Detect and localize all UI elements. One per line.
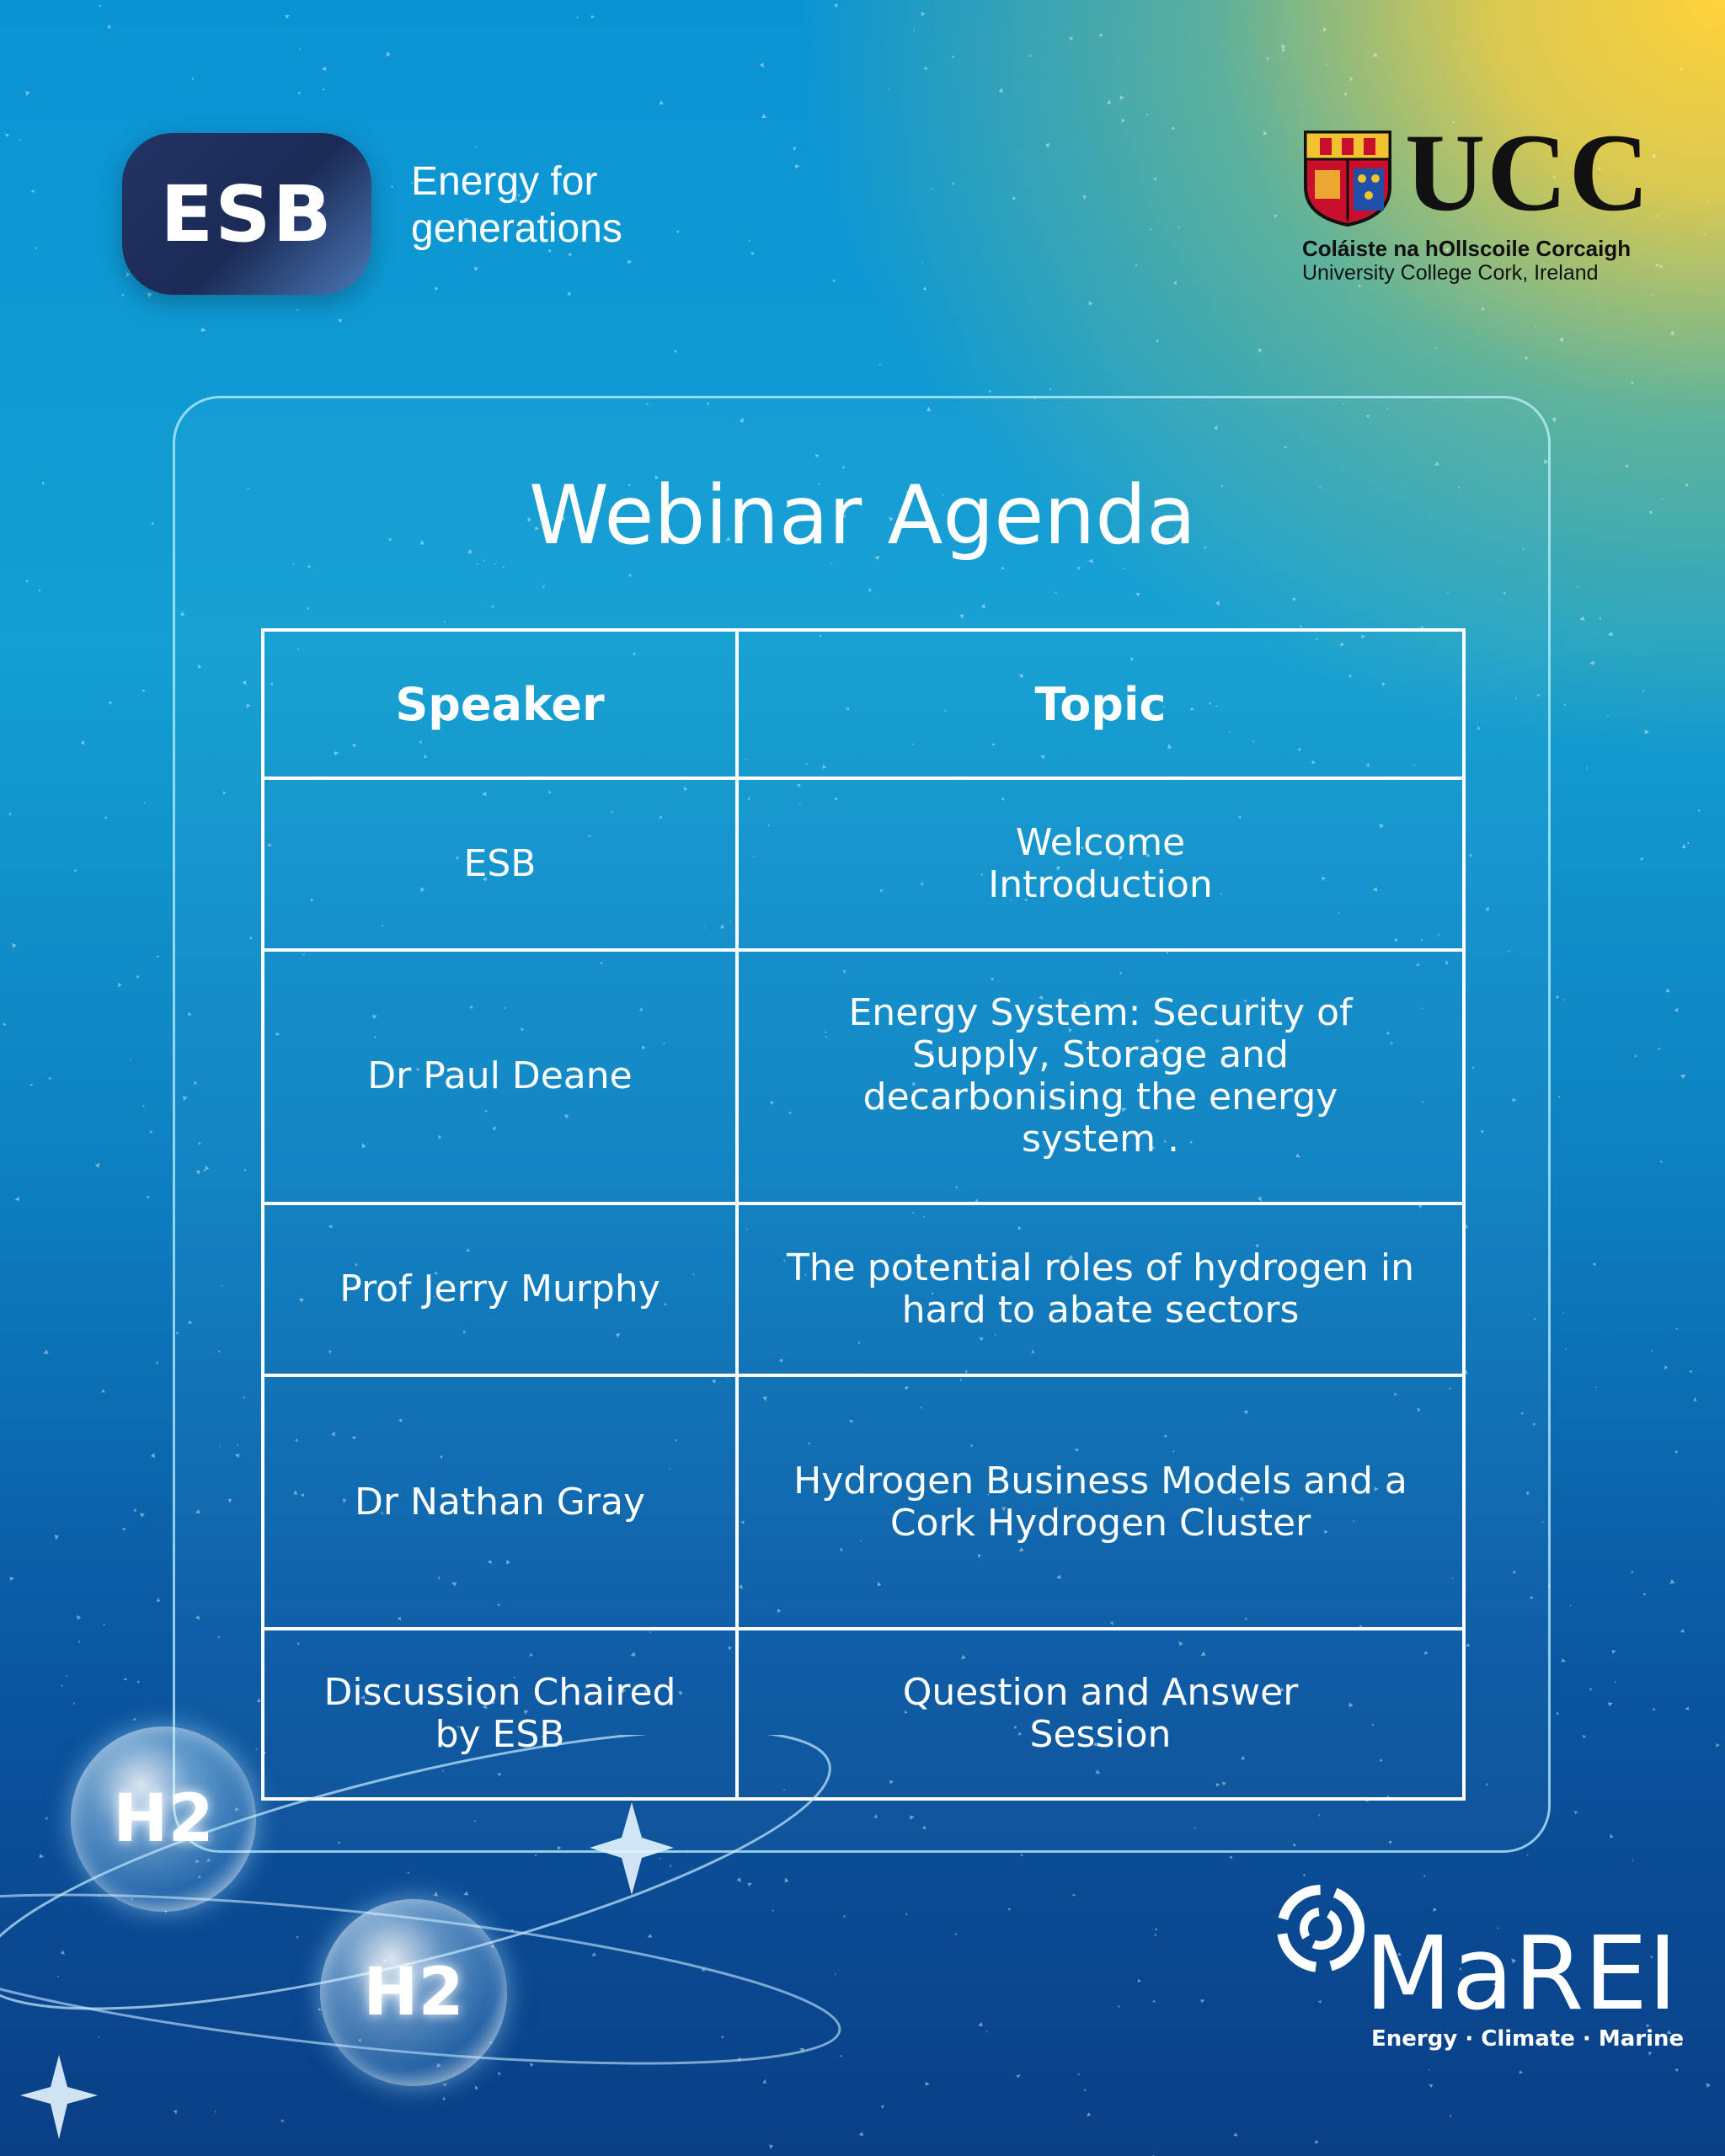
speckle: [1526, 1854, 1528, 1856]
speaker-cell: ESB: [263, 778, 737, 950]
speckle: [1173, 281, 1178, 286]
speckle: [43, 1349, 49, 1355]
speckle: [1692, 1397, 1698, 1403]
speckle: [1535, 325, 1536, 327]
speckle: [24, 89, 30, 96]
speckle: [1149, 227, 1152, 231]
speckle: [133, 1717, 137, 1721]
speckle: [1433, 1908, 1437, 1912]
speckle: [954, 1933, 958, 1936]
speckle: [104, 816, 108, 820]
speckle: [1518, 2069, 1524, 2075]
ucc-irish-name: Coláiste na hOllscoile Corcaigh: [1302, 236, 1632, 261]
speckle: [1606, 714, 1609, 717]
speckle: [1071, 1893, 1076, 1897]
speckle: [140, 1512, 146, 1518]
speckle: [53, 1533, 60, 1540]
speckle: [1152, 1999, 1156, 2003]
speckle: [1045, 143, 1050, 148]
speckle: [576, 16, 579, 19]
table-row: [263, 1203, 1464, 1375]
speckle: [122, 1527, 127, 1532]
speckle: [951, 182, 955, 186]
speaker-cell: Dr Nathan Gray: [263, 1375, 737, 1630]
speckle: [1171, 126, 1175, 131]
agenda-table: [261, 628, 1466, 1801]
speckle: [103, 1624, 105, 1626]
speckle: [1669, 1579, 1674, 1584]
speckle: [1606, 1701, 1613, 1708]
speckle: [750, 251, 755, 255]
speckle: [322, 66, 328, 72]
speckle: [1348, 76, 1354, 82]
speckle: [1631, 381, 1635, 385]
speckle: [905, 1913, 908, 1916]
speckle: [1657, 1047, 1661, 1051]
speckle: [921, 12, 926, 17]
speckle: [1274, 214, 1278, 218]
speckle: [1574, 1811, 1578, 1814]
speckle: [1674, 2068, 1680, 2073]
speckle: [35, 247, 38, 250]
speckle: [73, 1702, 76, 1705]
speckle: [157, 955, 159, 958]
speckle: [1558, 1096, 1561, 1098]
speckle: [136, 1680, 139, 1683]
speckle: [1674, 1008, 1680, 1013]
speckle: [1562, 1312, 1565, 1315]
speckle: [1077, 2073, 1081, 2076]
speckle: [1016, 2073, 1021, 2079]
speckle: [297, 91, 302, 95]
speckle: [100, 1389, 105, 1394]
speckle: [1318, 1999, 1323, 2004]
esb-tagline: [411, 158, 622, 253]
speckle: [1049, 387, 1052, 391]
speckle: [1656, 214, 1658, 216]
speckle: [1664, 988, 1670, 994]
speckle: [1117, 2004, 1120, 2008]
speckle: [1007, 1907, 1012, 1911]
speckle: [1704, 233, 1706, 236]
speckle: [1098, 33, 1103, 38]
ucc-logo-text: UCC: [1405, 110, 1651, 234]
speckle: [1651, 152, 1658, 159]
speckle: [99, 4, 102, 8]
speckle: [1675, 1327, 1678, 1330]
speckle: [1136, 1978, 1141, 1983]
speckle: [1556, 995, 1560, 1000]
speckle: [1565, 1348, 1567, 1351]
table-row: [263, 950, 1464, 1204]
speckle: [1106, 99, 1112, 105]
speckle: [1325, 64, 1327, 67]
speckle: [1640, 857, 1644, 862]
speckle: [3, 1022, 7, 1027]
speckle: [474, 145, 477, 147]
speckle: [1658, 264, 1663, 268]
speckle: [658, 100, 665, 107]
speckle: [987, 389, 991, 393]
speckle: [985, 2030, 988, 2032]
speckle: [1262, 131, 1268, 136]
speckle: [142, 1104, 145, 1107]
speckle: [1589, 659, 1596, 666]
speckle: [147, 1196, 150, 1199]
speckle: [1266, 56, 1269, 60]
speckle: [30, 189, 35, 194]
speckle: [1579, 616, 1585, 622]
speckle: [1558, 337, 1565, 344]
page-title: Webinar Agenda: [529, 468, 1196, 563]
speckle: [1569, 1604, 1572, 1607]
speckle: [1153, 1933, 1156, 1936]
speckle: [47, 1076, 51, 1081]
speckle: [922, 286, 928, 292]
speckle: [1258, 348, 1263, 353]
speckle: [25, 579, 29, 584]
speckle: [1674, 1449, 1679, 1454]
speckle: [1373, 52, 1379, 58]
speckle: [73, 868, 77, 873]
speckle: [1689, 1369, 1692, 1373]
topic-cell: [737, 778, 1464, 950]
speckle: [921, 262, 924, 264]
speckle: [155, 1361, 159, 1365]
speaker-text: Discussion Chaired by ESB: [323, 1671, 676, 1757]
speckle: [106, 24, 112, 30]
speckle: [1680, 1628, 1686, 1634]
speckle: [1583, 1735, 1587, 1739]
speckle: [1615, 1681, 1617, 1684]
speckle: [1608, 631, 1615, 638]
speckle: [1633, 1054, 1637, 1059]
speckle: [61, 1684, 63, 1687]
speckle: [8, 812, 13, 816]
topic-cell: [737, 950, 1464, 1204]
speckle: [1146, 113, 1149, 116]
speckle: [296, 308, 299, 312]
speckle: [760, 62, 765, 67]
speckle: [834, 3, 838, 8]
speckle: [1233, 2132, 1238, 2137]
speckle: [1087, 301, 1093, 307]
speckle: [912, 29, 915, 31]
sparkle-icon: [590, 1802, 674, 1895]
speckle: [108, 700, 113, 705]
speckle: [338, 318, 343, 323]
speckle: [1577, 586, 1579, 589]
speckle: [435, 286, 439, 291]
speckle: [1011, 195, 1017, 201]
speckle: [76, 1614, 82, 1620]
speckle: [156, 1598, 162, 1604]
topic-text: Question and Answer Session: [902, 1671, 1299, 1757]
speckle: [1281, 45, 1286, 50]
speckle: [5, 133, 9, 137]
speckle: [1609, 1833, 1615, 1839]
speckle: [15, 1196, 22, 1203]
speckle: [133, 1508, 137, 1513]
esb-tagline-line1: Energy for: [411, 159, 598, 204]
esb-logo: [122, 133, 371, 295]
speckle: [1428, 2068, 1430, 2071]
speckle: [94, 1163, 100, 1169]
speaker-cell: Dr Paul Deane: [263, 950, 737, 1204]
speckle: [1434, 347, 1437, 350]
speckle: [1642, 1593, 1646, 1596]
speckle: [1685, 1705, 1690, 1711]
speckle: [1632, 1860, 1633, 1861]
speckle: [1595, 1386, 1598, 1389]
speckle: [761, 114, 766, 120]
speckle: [1680, 1073, 1685, 1079]
speckle: [1589, 1688, 1593, 1691]
speckle: [136, 974, 141, 979]
h2-bubble-label: H2: [113, 1781, 214, 1857]
speckle: [1199, 1999, 1205, 2004]
speckle: [748, 239, 751, 243]
speckle: [80, 740, 86, 746]
speckle: [148, 1129, 152, 1134]
speckle: [130, 1059, 132, 1061]
speckle: [123, 1678, 127, 1682]
speckle: [832, 279, 836, 282]
speckle: [1229, 1855, 1232, 1859]
speckle: [1069, 35, 1074, 40]
speckle: [1659, 1160, 1663, 1163]
speckle: [1322, 27, 1327, 32]
speckle: [1281, 47, 1286, 52]
speaker-cell: Prof Jerry Murphy: [263, 1203, 737, 1375]
esb-tagline-line2: generations: [411, 206, 622, 251]
speckle: [1083, 2089, 1087, 2092]
speckle: [1698, 809, 1701, 812]
speckle: [1481, 307, 1486, 312]
speckle: [1525, 355, 1530, 360]
speckle: [1118, 94, 1124, 101]
speckle: [1652, 293, 1654, 296]
speckle: [951, 55, 954, 58]
speckle: [888, 88, 890, 91]
speckle: [1156, 339, 1159, 342]
speckle: [1679, 67, 1683, 72]
speckle: [322, 88, 325, 91]
speckle: [1429, 2083, 1434, 2088]
speckle: [1655, 263, 1660, 268]
agenda-header-row: [263, 630, 1464, 778]
speckle: [1560, 1657, 1566, 1663]
speckle: [285, 14, 290, 19]
speckle: [590, 14, 595, 19]
speckle: [1687, 841, 1690, 844]
speckle: [1423, 1875, 1425, 1877]
speckle: [116, 982, 122, 988]
speckle: [566, 291, 572, 296]
speckle: [78, 1641, 81, 1643]
marei-logo-icon: [1272, 1880, 1370, 1977]
topic-text: The potential roles of hydrogen in hard to abate sectors: [786, 1246, 1415, 1331]
speckle: [1652, 1707, 1656, 1711]
speckle: [1631, 1571, 1634, 1574]
topic-cell: [737, 1375, 1464, 1630]
speckle: [1135, 264, 1138, 267]
ucc-english-name: University College Cork, Ireland: [1302, 261, 1599, 285]
speckle: [1715, 1742, 1720, 1748]
esb-logo-text: ESB: [160, 168, 334, 259]
marei-tagline: Energy · Climate · Marine: [1371, 2026, 1685, 2052]
speckle: [1315, 2140, 1319, 2144]
topic-text: Hydrogen Business Models and a Cork Hydrogen Cluster: [793, 1459, 1407, 1545]
speckle: [1119, 118, 1125, 124]
sparkle-icon: [20, 2055, 98, 2139]
speckle: [792, 146, 798, 152]
speckle: [978, 2021, 984, 2027]
speckle: [1642, 728, 1649, 735]
speckle: [793, 163, 800, 170]
speckle: [1556, 1711, 1560, 1716]
speckle: [147, 292, 152, 297]
speckle: [1706, 2083, 1711, 2088]
speckle: [880, 2104, 885, 2109]
speckle: [390, 184, 393, 188]
speckle: [674, 350, 677, 353]
speckle: [923, 66, 928, 71]
speckle: [923, 2081, 930, 2088]
speckle: [19, 138, 22, 141]
speckle: [1610, 1649, 1616, 1655]
table-row: [263, 1375, 1464, 1630]
speckle: [1592, 1262, 1596, 1266]
speckle: [385, 51, 391, 57]
speckle: [8, 1576, 14, 1582]
marei-logo-text: MaREI: [1365, 1916, 1678, 2033]
speckle: [1449, 2114, 1452, 2117]
speckle: [1562, 999, 1565, 1001]
speckle: [1020, 1854, 1023, 1856]
topic-text: Energy System: Security of Supply, Storage and decarbonising the energy system .: [848, 991, 1353, 1161]
speckle: [1599, 616, 1602, 620]
column-header-speaker: Speaker: [263, 630, 737, 778]
ucc-crest-icon: [1301, 128, 1394, 227]
speckle: [1178, 226, 1180, 228]
topic-text: Welcome Introduction: [988, 820, 1213, 906]
speckle: [191, 77, 194, 80]
speckle: [126, 271, 131, 276]
table-row: [263, 778, 1464, 950]
speckle: [1669, 330, 1676, 337]
speckle: [676, 230, 679, 233]
speckle: [299, 48, 301, 50]
speckle: [1155, 1928, 1158, 1931]
speckle: [1028, 54, 1033, 58]
speckle: [931, 188, 933, 190]
speckle: [998, 88, 1005, 94]
column-header-topic: Topic: [737, 630, 1464, 778]
h2-bubble-icon: [71, 1726, 256, 1912]
topic-cell: [737, 1203, 1464, 1375]
speckle: [1302, 1873, 1306, 1876]
speckle: [473, 266, 478, 272]
speckle: [29, 1083, 34, 1087]
speckle: [879, 364, 881, 366]
h2-bubble-label: H2: [363, 1955, 464, 2031]
speckle: [1681, 844, 1687, 850]
speckle: [858, 2131, 864, 2137]
h2-bubble-icon: [320, 1899, 507, 2086]
speckle: [143, 802, 146, 804]
speckle: [66, 1674, 68, 1677]
speckle: [1343, 92, 1348, 97]
speckle: [38, 589, 41, 592]
speckle: [1087, 2112, 1092, 2117]
speckle: [142, 689, 146, 693]
speckle: [12, 943, 17, 948]
speckle: [1563, 703, 1566, 706]
speckle: [626, 259, 633, 265]
speckle: [1642, 690, 1645, 692]
speckle: [1664, 1365, 1669, 1370]
speckle: [1153, 176, 1158, 181]
speckle: [1651, 1349, 1653, 1352]
speckle: [150, 1453, 156, 1459]
speckle: [1586, 767, 1588, 769]
speckle: [1081, 194, 1087, 200]
speckle: [1707, 200, 1710, 202]
speckle: [1551, 416, 1557, 423]
speckle: [199, 327, 206, 334]
speckle: [121, 293, 125, 296]
